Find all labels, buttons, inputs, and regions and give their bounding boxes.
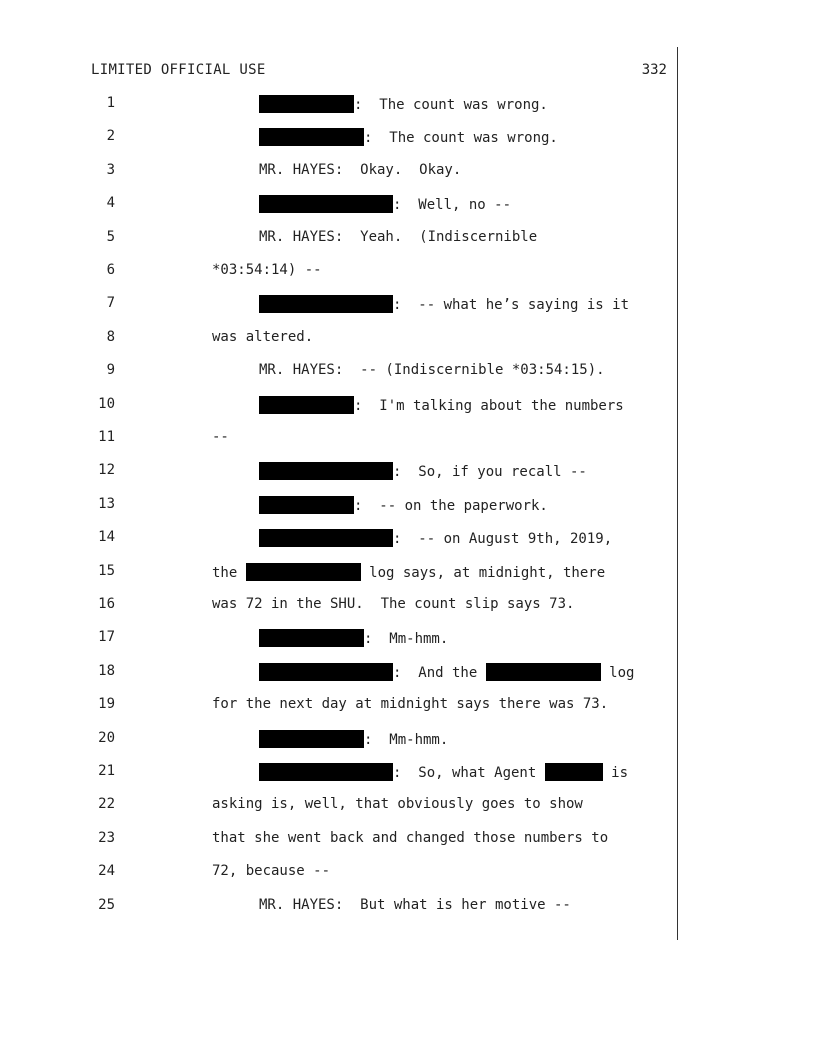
- line-text-segment: log: [600, 664, 635, 681]
- line-number: 10: [98, 395, 115, 412]
- line-number: 6: [106, 262, 115, 278]
- line-number: 19: [98, 696, 115, 713]
- line-text: [259, 629, 448, 647]
- line-text: [259, 897, 571, 913]
- redaction-block: [259, 295, 393, 313]
- line-number: 13: [98, 495, 115, 512]
- transcript-line: [0, 128, 816, 148]
- line-number: 25: [98, 896, 115, 913]
- transcript-line: [0, 830, 816, 850]
- line-number: 24: [98, 863, 115, 880]
- redaction-block: [259, 730, 364, 748]
- line-text-segment: : The count was wrong.: [354, 97, 548, 113]
- line-number: 2: [106, 128, 115, 145]
- line-text: [259, 529, 612, 547]
- redaction-block: [259, 763, 393, 781]
- line-text-segment: : -- on the paperwork.: [354, 497, 548, 514]
- transcript-line: [0, 596, 816, 616]
- line-number: 21: [98, 763, 115, 779]
- line-text: [259, 229, 537, 245]
- line-text: [259, 95, 548, 113]
- transcript-line: [0, 897, 816, 917]
- transcript-line: [0, 696, 816, 716]
- line-text-segment: MR. HAYES: Okay. Okay.: [259, 161, 462, 178]
- line-text-segment: : -- on August 9th, 2019,: [393, 531, 613, 548]
- line-text: [212, 863, 330, 879]
- line-text-segment: --: [212, 429, 229, 445]
- line-text-segment: : So, if you recall --: [393, 464, 587, 481]
- transcript-line: [0, 429, 816, 449]
- transcript-line: [0, 563, 816, 583]
- line-text: [259, 496, 548, 514]
- redaction-block: [246, 563, 361, 581]
- line-number: 12: [98, 462, 115, 479]
- line-text: [212, 830, 608, 846]
- line-text-segment: : I'm talking about the numbers: [354, 397, 624, 414]
- line-text: [212, 563, 605, 581]
- redaction-block: [259, 663, 393, 681]
- line-text-segment: : So, what Agent: [393, 765, 545, 781]
- line-text: [259, 663, 634, 681]
- line-number: 18: [98, 662, 115, 679]
- line-text-segment: that she went back and changed those numbers to: [212, 829, 609, 846]
- line-text-segment: MR. HAYES: But what is her motive --: [259, 896, 571, 913]
- transcript-line: [0, 95, 816, 115]
- line-text-segment: *03:54:14) --: [212, 262, 322, 278]
- transcript-line: [0, 763, 816, 783]
- classification-header: LIMITED OFFICIAL USE: [91, 62, 266, 78]
- line-number: 8: [106, 328, 115, 345]
- line-text-segment: log says, at midnight, there: [360, 564, 606, 581]
- redaction-block: [545, 763, 603, 781]
- transcript-line: [0, 329, 816, 349]
- line-text-segment: is: [602, 765, 629, 781]
- line-text-segment: : Well, no --: [393, 197, 512, 214]
- line-number: 16: [98, 596, 115, 612]
- line-text: [259, 396, 624, 414]
- line-text-segment: the: [212, 564, 246, 581]
- line-text: [259, 362, 605, 378]
- line-text: [212, 262, 322, 278]
- line-text: [212, 596, 574, 612]
- redaction-block: [259, 629, 364, 647]
- line-number: 20: [98, 729, 115, 746]
- line-text: [212, 329, 313, 345]
- line-number: 9: [106, 362, 115, 379]
- line-text-segment: MR. HAYES: -- (Indiscernible *03:54:15).: [259, 362, 605, 379]
- redaction-block: [259, 396, 354, 414]
- line-text: [259, 295, 629, 313]
- transcript-line: [0, 396, 816, 416]
- redaction-block: [486, 663, 601, 681]
- transcript-line: [0, 529, 816, 549]
- line-number: 14: [98, 529, 115, 546]
- line-number: 7: [106, 295, 115, 312]
- line-text-segment: : Mm-hmm.: [364, 631, 449, 648]
- line-number: 1: [106, 95, 115, 111]
- line-number: 22: [98, 796, 115, 813]
- line-text-segment: MR. HAYES: Yeah. (Indiscernible: [259, 228, 538, 245]
- transcript-line: [0, 629, 816, 649]
- line-number: 5: [106, 228, 115, 245]
- redaction-block: [259, 462, 393, 480]
- line-number: 23: [98, 829, 115, 846]
- line-text: [259, 162, 461, 178]
- transcript-line: [0, 796, 816, 816]
- redaction-block: [259, 529, 393, 547]
- transcript-line: [0, 362, 816, 382]
- transcript-line: [0, 295, 816, 315]
- transcript-line: [0, 262, 816, 282]
- line-number: 15: [98, 562, 115, 579]
- line-text-segment: : The count was wrong.: [364, 130, 558, 147]
- line-text-segment: : And the: [393, 664, 486, 681]
- transcript-line: [0, 195, 816, 215]
- line-text: [212, 696, 608, 712]
- line-text: [212, 796, 583, 812]
- line-text-segment: asking is, well, that obviously goes to show: [212, 796, 583, 813]
- line-text-segment: for the next day at midnight says there was 73.: [212, 696, 609, 713]
- line-text-segment: 72, because --: [212, 863, 331, 880]
- transcript-line: [0, 863, 816, 883]
- line-number: 3: [106, 161, 115, 178]
- line-text-segment: was 72 in the SHU. The count slip says 73.: [212, 596, 575, 612]
- line-text-segment: : Mm-hmm.: [364, 731, 449, 748]
- redaction-block: [259, 496, 354, 514]
- transcript-line: [0, 462, 816, 482]
- line-text: [259, 763, 628, 781]
- line-text: [212, 429, 229, 445]
- line-text: [259, 195, 511, 213]
- transcript-line: [0, 162, 816, 182]
- line-text: [259, 128, 558, 146]
- redaction-block: [259, 95, 354, 113]
- transcript-line: [0, 229, 816, 249]
- line-text: [259, 730, 448, 748]
- transcript-line: [0, 496, 816, 516]
- transcript-line: [0, 730, 816, 750]
- line-number: 17: [98, 629, 115, 646]
- transcript-line: [0, 663, 816, 683]
- redaction-block: [259, 128, 364, 146]
- line-text-segment: was altered.: [212, 328, 314, 345]
- line-text-segment: : -- what he’s saying is it: [393, 297, 630, 314]
- line-number: 11: [98, 429, 115, 445]
- page-number: 332: [641, 62, 667, 78]
- line-text: [259, 462, 587, 480]
- redaction-block: [259, 195, 393, 213]
- line-number: 4: [106, 195, 115, 212]
